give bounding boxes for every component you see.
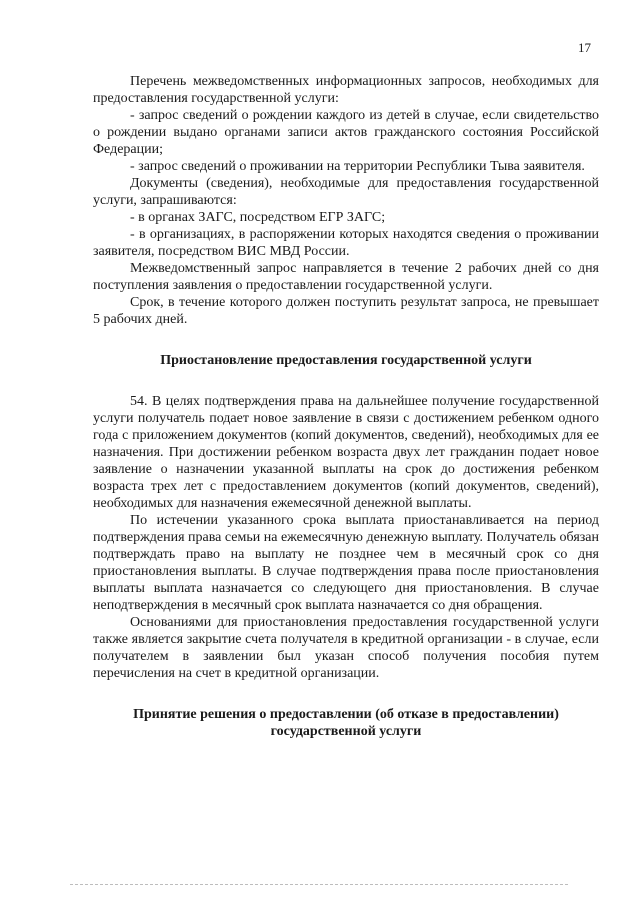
section-heading-decision [93, 706, 599, 740]
paragraph-zags: - в органах ЗАГС, посредством ЕГР ЗАГС; [130, 210, 386, 225]
scan-bottom-rule [70, 884, 568, 885]
paragraph-request-list: Перечень межведомственных информационных запросов, необходимых для предоставления государственной услуги: [93, 74, 599, 106]
paragraph-residence-request: - запрос сведений о проживании на территории Республики Тыва заявителя. [130, 159, 585, 174]
section-heading-decision-line2: государственной услуги [270, 724, 422, 739]
paragraph-54: 54. В целях подтверждения права на дальнейшее получение государственной услуги получатель подает новое заявление в связи с достижением ребенком одного года с приложением документов (копий документов, сведений), необходимых для ее назначения. При достижении ребенком возраста двух лет гражданин подает новое заявление о назначении указанной выплаты на срок до достижения ребенком возраста трех лет с предоставлением документов (копий документов, сведений), необходимых для назначения ежемесячной денежной выплаты. [93, 394, 599, 511]
page-number: 17 [578, 40, 591, 55]
paragraph-organizations: - в организациях, в распоряжении которых находятся сведения о проживании заявителя, посредством ВИС МВД России. [93, 227, 599, 259]
section-heading-suspension: Приостановление предоставления государственной услуги [160, 353, 532, 368]
paragraph-documents-requested: Документы (сведения), необходимые для предоставления государственной услуги, запрашиваются: [93, 176, 599, 208]
paragraph-response-term: Срок, в течение которого должен поступить результат запроса, не превышает 5 рабочих дней. [93, 295, 599, 327]
paragraph-request-deadline: Межведомственный запрос направляется в течение 2 рабочих дней со дня поступления заявления о предоставлении государственной услуги. [93, 261, 599, 293]
paragraph-payment-suspension: По истечении указанного срока выплата приостанавливается на период подтверждения права семьи на ежемесячную денежную выплату. Получатель обязан подтверждать право на выплату не позднее чем в месячный срок со дня приостановления выплаты. В случае подтверждения права после приостановления выплаты выплата назначается со следующего дня приостановления. В случае неподтверждения в месячный срок выплата назначается со дня обращения. [93, 513, 599, 613]
paragraph-suspension-grounds: Основаниями для приостановления предоставления государственной услуги также является закрытие счета получателя в кредитной организации - в случае, если получателем в заявлении был указан способ получения пособия путем перечисления на счет в кредитной организации. [93, 615, 599, 681]
section-heading-decision-line1: Принятие решения о предоставлении (об отказе в предоставлении) [133, 707, 559, 722]
document-body [93, 73, 599, 740]
paragraph-birth-request: - запрос сведений о рождении каждого из детей в случае, если свидетельство о рождении выдано органами записи актов гражданского состояния Российской Федерации; [93, 108, 599, 157]
